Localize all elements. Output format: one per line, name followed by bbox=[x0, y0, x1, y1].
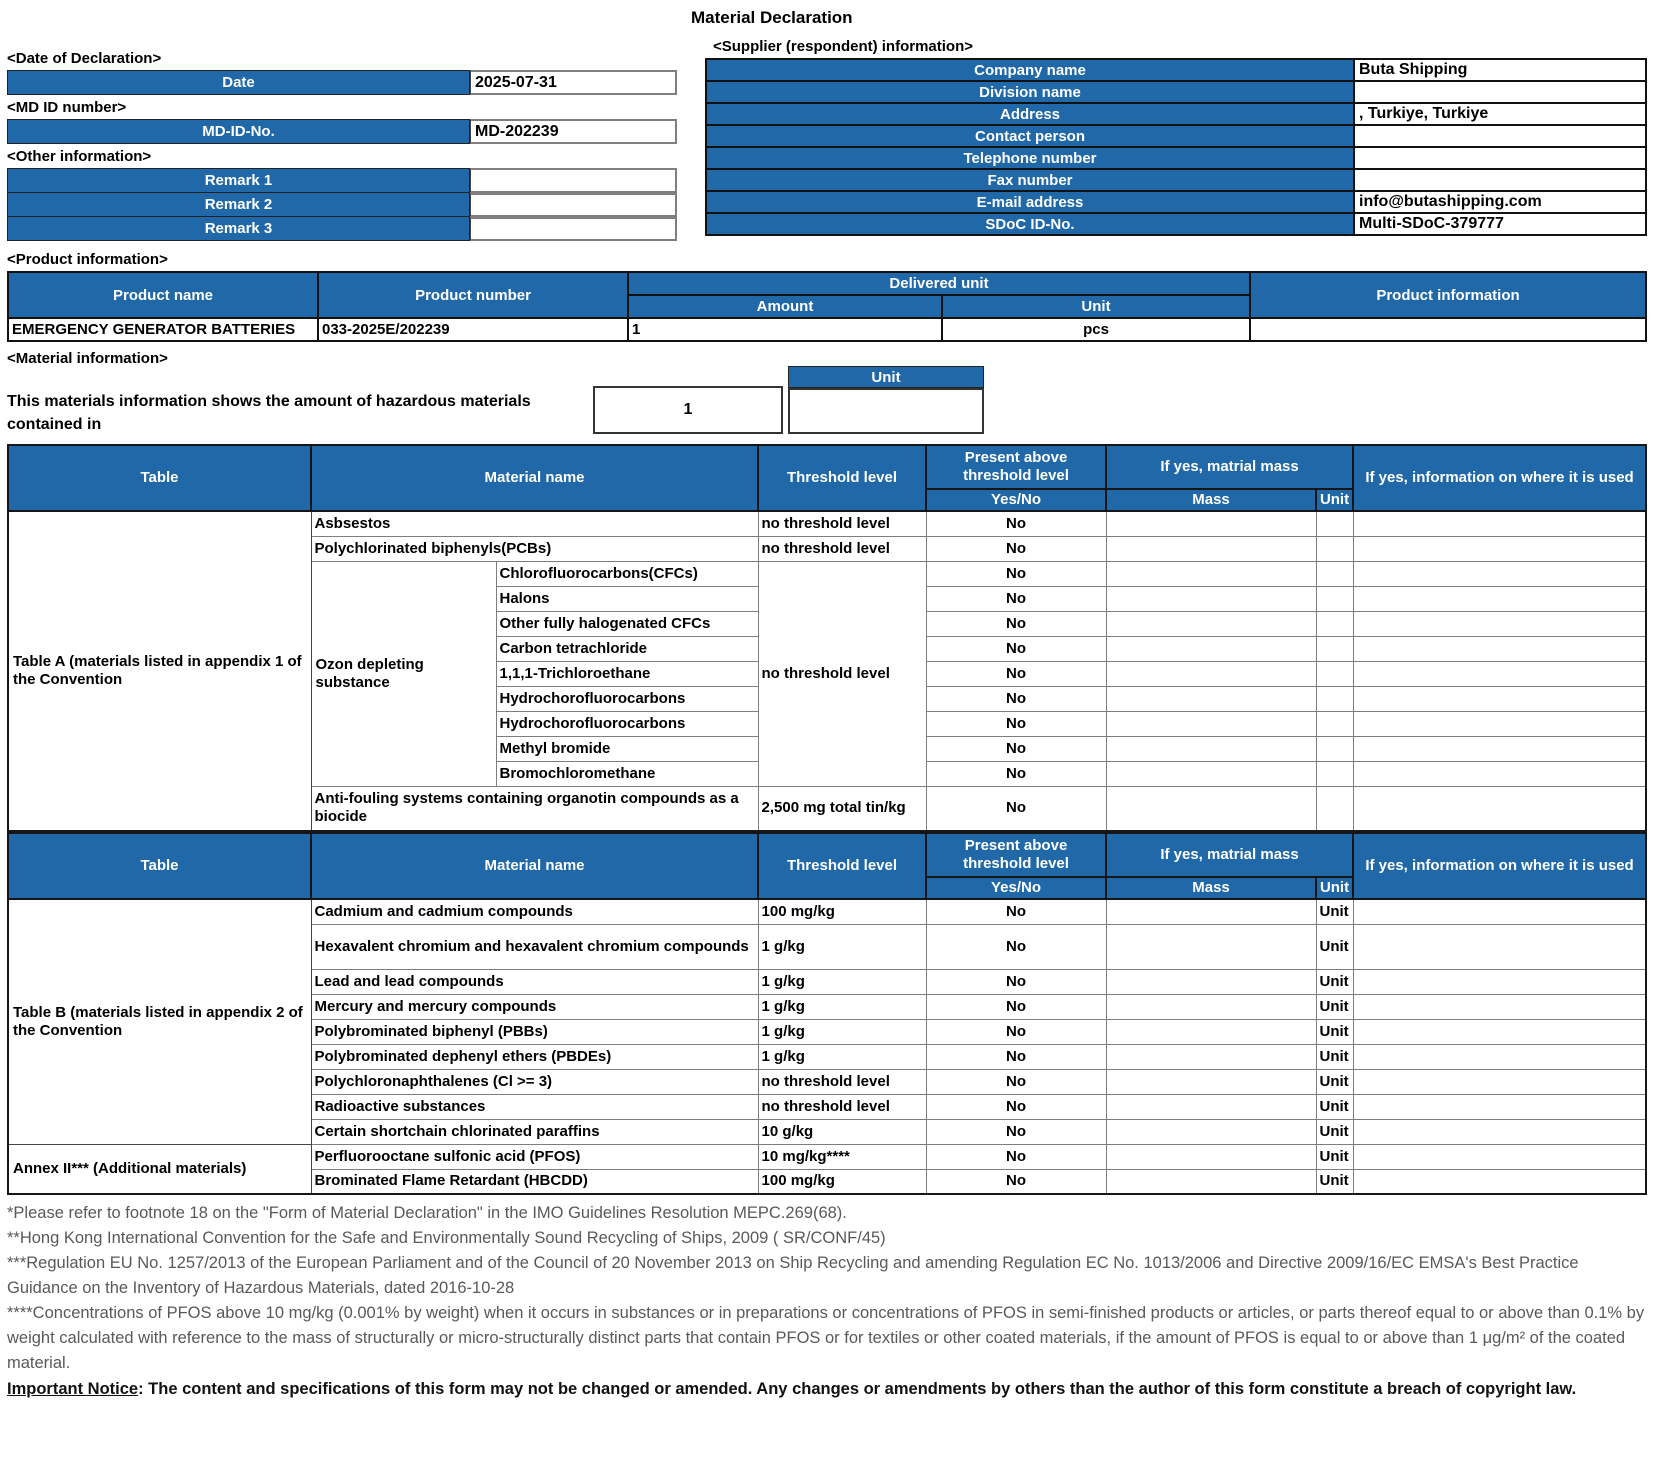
date-section-heading: <Date of Declaration> bbox=[7, 50, 162, 67]
left-column bbox=[7, 34, 677, 241]
present-value: No bbox=[926, 511, 1106, 536]
table-row-cadmium bbox=[8, 899, 1646, 924]
annex-label: Annex II*** (Additional materials) bbox=[8, 1144, 311, 1194]
material-name: Mercury and mercury compounds bbox=[311, 994, 758, 1019]
md-id-row bbox=[7, 119, 677, 144]
material-name: Halons bbox=[496, 586, 758, 611]
info-cell bbox=[1353, 761, 1646, 786]
threshold-value: 100 mg/kg bbox=[758, 1169, 926, 1194]
top-section bbox=[7, 34, 1646, 241]
material-name: Methyl bromide bbox=[496, 736, 758, 761]
footnote-2: **Hong Kong International Convention for the Safe and Environmentally Sound Recycling of Ships, 2009 ( SR/CONF/45) bbox=[7, 1229, 886, 1247]
address-label: Address bbox=[706, 103, 1354, 125]
mass-cell bbox=[1106, 611, 1316, 636]
info-cell bbox=[1353, 686, 1646, 711]
remark-3-label: Remark 3 bbox=[7, 217, 470, 241]
info-cell bbox=[1353, 1094, 1646, 1119]
present-value: No bbox=[926, 536, 1106, 561]
table-b-label: Table B (materials listed in appendix 2 of the Convention bbox=[8, 899, 311, 1144]
threshold-value: 100 mg/kg bbox=[758, 899, 926, 924]
unit-value: pcs bbox=[942, 318, 1250, 341]
col-header-unit: Unit bbox=[1316, 489, 1353, 511]
mass-cell bbox=[1106, 924, 1316, 969]
col-header-table: Table bbox=[8, 445, 311, 511]
supplier-row bbox=[706, 191, 1646, 213]
mass-cell bbox=[1106, 761, 1316, 786]
unit-cell bbox=[1316, 586, 1353, 611]
sdoc-id-value: Multi-SDoC-379777 bbox=[1354, 213, 1646, 235]
col-header-present: Present above threshold level bbox=[926, 833, 1106, 877]
threshold-value: no threshold level bbox=[758, 536, 926, 561]
info-cell bbox=[1353, 1144, 1646, 1169]
threshold-value: 1 g/kg bbox=[758, 994, 926, 1019]
col-header-yes-no: Yes/No bbox=[926, 877, 1106, 899]
info-cell bbox=[1353, 636, 1646, 661]
fax-value bbox=[1354, 169, 1646, 191]
remarks-block bbox=[7, 168, 677, 241]
mass-cell bbox=[1106, 1069, 1316, 1094]
material-info-heading: <Material information> bbox=[7, 350, 168, 367]
table-a-header-row-1 bbox=[8, 445, 1646, 489]
present-value: No bbox=[926, 711, 1106, 736]
supplier-row bbox=[706, 213, 1646, 235]
delivered-unit-header: Delivered unit bbox=[628, 272, 1250, 295]
info-cell bbox=[1353, 561, 1646, 586]
info-cell bbox=[1353, 1044, 1646, 1069]
email-value: info@butashipping.com bbox=[1354, 191, 1646, 213]
col-header-present: Present above threshold level bbox=[926, 445, 1106, 489]
remark-1-value bbox=[470, 168, 677, 193]
unit-cell: Unit bbox=[1316, 1144, 1353, 1169]
info-cell bbox=[1353, 924, 1646, 969]
present-value: No bbox=[926, 924, 1106, 969]
supplier-row bbox=[706, 147, 1646, 169]
material-name: Asbsestos bbox=[311, 511, 758, 536]
col-header-table: Table bbox=[8, 833, 311, 899]
amount-header: Amount bbox=[628, 295, 942, 318]
date-label: Date bbox=[7, 70, 470, 95]
material-name: Brominated Flame Retardant (HBCDD) bbox=[311, 1169, 758, 1194]
info-cell bbox=[1353, 736, 1646, 761]
table-row-asbestos bbox=[8, 511, 1646, 536]
contact-person-value bbox=[1354, 125, 1646, 147]
threshold-value: 1 g/kg bbox=[758, 1019, 926, 1044]
mass-cell bbox=[1106, 636, 1316, 661]
material-info-block bbox=[7, 370, 1645, 444]
product-name-header: Product name bbox=[8, 272, 318, 318]
info-cell bbox=[1353, 994, 1646, 1019]
material-name: Carbon tetrachloride bbox=[496, 636, 758, 661]
present-value: No bbox=[926, 1094, 1106, 1119]
present-value: No bbox=[926, 686, 1106, 711]
info-cell bbox=[1353, 899, 1646, 924]
mass-cell bbox=[1106, 736, 1316, 761]
important-notice-label: Important Notice bbox=[7, 1380, 139, 1398]
table-b bbox=[7, 832, 1647, 1195]
unit-cell bbox=[1316, 511, 1353, 536]
unit-header: Unit bbox=[942, 295, 1250, 318]
supplier-row bbox=[706, 125, 1646, 147]
material-name: Certain shortchain chlorinated paraffins bbox=[311, 1119, 758, 1144]
col-header-threshold: Threshold level bbox=[758, 833, 926, 899]
present-value: No bbox=[926, 1119, 1106, 1144]
md-id-value: MD-202239 bbox=[470, 119, 677, 144]
present-value: No bbox=[926, 761, 1106, 786]
info-cell bbox=[1353, 1119, 1646, 1144]
present-value: No bbox=[926, 736, 1106, 761]
unit-cell bbox=[1316, 686, 1353, 711]
material-name: Radioactive substances bbox=[311, 1094, 758, 1119]
info-cell bbox=[1353, 786, 1646, 831]
product-number-header: Product number bbox=[318, 272, 628, 318]
col-header-material-name: Material name bbox=[311, 833, 758, 899]
telephone-label: Telephone number bbox=[706, 147, 1354, 169]
supplier-table bbox=[705, 58, 1647, 236]
material-name: Polychlorinated biphenyls(PCBs) bbox=[311, 536, 758, 561]
unit-cell bbox=[1316, 611, 1353, 636]
supplier-heading: <Supplier (respondent) information> bbox=[713, 38, 974, 55]
mass-cell bbox=[1106, 661, 1316, 686]
material-name: 1,1,1-Trichloroethane bbox=[496, 661, 758, 686]
material-info-sentence: This materials information shows the amount of hazardous materials contained in bbox=[7, 393, 531, 433]
present-value: No bbox=[926, 586, 1106, 611]
material-name: Lead and lead compounds bbox=[311, 969, 758, 994]
footnote-3: ***Regulation EU No. 1257/2013 of the European Parliament and of the Council of 20 November 2013 on Ship Recycling and amending Regulation EC No. 1013/2006 and Directive 2009/16/EC EMSA's Best Practice Guidance on the Inventory of Hazardous Materials, dated 2016-10-28 bbox=[7, 1254, 1579, 1297]
col-header-mass: Mass bbox=[1106, 877, 1316, 899]
remark-3-value bbox=[470, 217, 677, 241]
info-cell bbox=[1353, 586, 1646, 611]
mass-cell bbox=[1106, 1044, 1316, 1069]
col-header-unit: Unit bbox=[1316, 877, 1353, 899]
table-b-header-row-1 bbox=[8, 833, 1646, 877]
present-value: No bbox=[926, 636, 1106, 661]
sdoc-id-label: SDoC ID-No. bbox=[706, 213, 1354, 235]
threshold-value: no threshold level bbox=[758, 561, 926, 786]
col-header-yes-no: Yes/No bbox=[926, 489, 1106, 511]
present-value: No bbox=[926, 1069, 1106, 1094]
mass-cell bbox=[1106, 1119, 1316, 1144]
remark-2-row bbox=[7, 193, 677, 217]
material-name: Cadmium and cadmium compounds bbox=[311, 899, 758, 924]
info-cell bbox=[1353, 511, 1646, 536]
unit-cell: Unit bbox=[1316, 1169, 1353, 1194]
info-cell bbox=[1353, 1069, 1646, 1094]
info-cell bbox=[1353, 611, 1646, 636]
md-id-section-heading: <MD ID number> bbox=[7, 99, 127, 116]
material-name: Perfluorooctane sulfonic acid (PFOS) bbox=[311, 1144, 758, 1169]
present-value: No bbox=[926, 969, 1106, 994]
ozone-category-label: Ozon depleting substance bbox=[311, 561, 496, 786]
material-name: Other fully halogenated CFCs bbox=[496, 611, 758, 636]
important-notice bbox=[7, 1377, 1646, 1402]
page-title: Material Declaration bbox=[691, 8, 853, 27]
amount-value: 1 bbox=[628, 318, 942, 341]
mass-cell bbox=[1106, 1094, 1316, 1119]
col-header-threshold: Threshold level bbox=[758, 445, 926, 511]
threshold-value: 1 g/kg bbox=[758, 924, 926, 969]
email-label: E-mail address bbox=[706, 191, 1354, 213]
present-value: No bbox=[926, 899, 1106, 924]
footnote-4: ****Concentrations of PFOS above 10 mg/kg (0.001% by weight) when it occurs in substances or in preparations or concentrations of PFOS in semi-finished products or articles, or parts thereof equal to or above than 0.1% by weight calculated with reference to the mass of structurally or micro-structurally distinct parts that contain PFOS or for textiles or other coated materials, if the amount of PFOS is equal to or above than 1 μg/m² of the coated material. bbox=[7, 1304, 1645, 1372]
unit-cell bbox=[1316, 661, 1353, 686]
table-a-label: Table A (materials listed in appendix 1 of the Convention bbox=[8, 511, 311, 831]
fax-label: Fax number bbox=[706, 169, 1354, 191]
material-name: Hexavalent chromium and hexavalent chromium compounds bbox=[311, 924, 758, 969]
threshold-value: 10 mg/kg**** bbox=[758, 1144, 926, 1169]
unit-cell bbox=[1316, 736, 1353, 761]
unit-cell bbox=[1316, 711, 1353, 736]
col-header-info: If yes, information on where it is used bbox=[1353, 445, 1646, 511]
present-value: No bbox=[926, 661, 1106, 686]
remark-2-label: Remark 2 bbox=[7, 193, 470, 217]
product-header-row-1 bbox=[8, 272, 1646, 295]
mass-cell bbox=[1106, 586, 1316, 611]
unit-cell: Unit bbox=[1316, 899, 1353, 924]
material-info-unit-header: Unit bbox=[788, 366, 984, 388]
unit-cell: Unit bbox=[1316, 1044, 1353, 1069]
unit-cell: Unit bbox=[1316, 1019, 1353, 1044]
company-name-label: Company name bbox=[706, 59, 1354, 81]
division-name-label: Division name bbox=[706, 81, 1354, 103]
col-header-material-name: Material name bbox=[311, 445, 758, 511]
unit-cell bbox=[1316, 761, 1353, 786]
mass-cell bbox=[1106, 561, 1316, 586]
product-number-value: 033-2025E/202239 bbox=[318, 318, 628, 341]
unit-cell: Unit bbox=[1316, 1094, 1353, 1119]
material-name: Polychloronaphthalenes (Cl >= 3) bbox=[311, 1069, 758, 1094]
mass-cell bbox=[1106, 711, 1316, 736]
remark-1-row bbox=[7, 168, 677, 193]
unit-cell: Unit bbox=[1316, 969, 1353, 994]
material-name: Anti-fouling systems containing organotin compounds as a biocide bbox=[311, 786, 758, 831]
col-header-mass: Mass bbox=[1106, 489, 1316, 511]
mass-cell bbox=[1106, 511, 1316, 536]
mass-cell bbox=[1106, 969, 1316, 994]
unit-cell: Unit bbox=[1316, 1119, 1353, 1144]
material-name: Polybrominated dephenyl ethers (PBDEs) bbox=[311, 1044, 758, 1069]
division-name-value bbox=[1354, 81, 1646, 103]
footnote-1: *Please refer to footnote 18 on the "Form of Material Declaration" in the IMO Guidelines Resolution MEPC.269(68). bbox=[7, 1204, 847, 1222]
material-info-unit-value bbox=[788, 388, 984, 434]
unit-cell bbox=[1316, 786, 1353, 831]
table-row-pfos bbox=[8, 1144, 1646, 1169]
present-value: No bbox=[926, 1044, 1106, 1069]
present-value: No bbox=[926, 1169, 1106, 1194]
unit-cell: Unit bbox=[1316, 994, 1353, 1019]
material-name: Polybrominated biphenyl (PBBs) bbox=[311, 1019, 758, 1044]
present-value: No bbox=[926, 611, 1106, 636]
mass-cell bbox=[1106, 786, 1316, 831]
product-name-value: EMERGENCY GENERATOR BATTERIES bbox=[8, 318, 318, 341]
material-name: Hydrochorofluorocarbons bbox=[496, 686, 758, 711]
threshold-value: no threshold level bbox=[758, 1069, 926, 1094]
info-cell bbox=[1353, 661, 1646, 686]
info-cell bbox=[1353, 536, 1646, 561]
threshold-value: no threshold level bbox=[758, 511, 926, 536]
remark-2-value bbox=[470, 193, 677, 217]
telephone-value bbox=[1354, 147, 1646, 169]
info-cell bbox=[1353, 711, 1646, 736]
unit-cell bbox=[1316, 636, 1353, 661]
supplier-row bbox=[706, 169, 1646, 191]
threshold-value: 1 g/kg bbox=[758, 969, 926, 994]
col-header-mass-group: If yes, matrial mass bbox=[1106, 833, 1353, 877]
other-info-heading: <Other information> bbox=[7, 148, 152, 165]
col-header-info: If yes, information on where it is used bbox=[1353, 833, 1646, 899]
material-declaration-form bbox=[7, 0, 1646, 1402]
date-row bbox=[7, 70, 677, 95]
table-a bbox=[7, 444, 1647, 832]
unit-cell: Unit bbox=[1316, 924, 1353, 969]
material-name: Chlorofluorocarbons(CFCs) bbox=[496, 561, 758, 586]
unit-cell bbox=[1316, 536, 1353, 561]
threshold-value: no threshold level bbox=[758, 1094, 926, 1119]
mass-cell bbox=[1106, 686, 1316, 711]
address-value: , Turkiye, Turkiye bbox=[1354, 103, 1646, 125]
threshold-value: 10 g/kg bbox=[758, 1119, 926, 1144]
info-cell bbox=[1353, 1019, 1646, 1044]
mass-cell bbox=[1106, 536, 1316, 561]
important-notice-text: : The content and specifications of this form may not be changed or amended. Any changes or amendments by others than the author of this form constitute a breach of copyright law. bbox=[138, 1380, 1577, 1398]
mass-cell bbox=[1106, 1144, 1316, 1169]
product-info-header: Product information bbox=[1250, 272, 1646, 318]
footnotes-block bbox=[7, 1201, 1652, 1376]
material-info-amount: 1 bbox=[593, 386, 783, 434]
material-name: Bromochloromethane bbox=[496, 761, 758, 786]
threshold-value: 2,500 mg total tin/kg bbox=[758, 786, 926, 831]
threshold-value: 1 g/kg bbox=[758, 1044, 926, 1069]
md-id-label: MD-ID-No. bbox=[7, 119, 470, 144]
contact-person-label: Contact person bbox=[706, 125, 1354, 147]
present-value: No bbox=[926, 561, 1106, 586]
present-value: No bbox=[926, 1019, 1106, 1044]
supplier-row bbox=[706, 81, 1646, 103]
company-name-value: Buta Shipping bbox=[1354, 59, 1646, 81]
mass-cell bbox=[1106, 1019, 1316, 1044]
info-cell bbox=[1353, 969, 1646, 994]
product-table bbox=[7, 271, 1647, 342]
info-cell bbox=[1353, 1169, 1646, 1194]
date-value: 2025-07-31 bbox=[470, 70, 677, 95]
product-info-value bbox=[1250, 318, 1646, 341]
supplier-column bbox=[705, 34, 1645, 236]
mass-cell bbox=[1106, 994, 1316, 1019]
remark-1-label: Remark 1 bbox=[7, 168, 470, 193]
present-value: No bbox=[926, 994, 1106, 1019]
col-header-mass-group: If yes, matrial mass bbox=[1106, 445, 1353, 489]
present-value: No bbox=[926, 786, 1106, 831]
unit-cell bbox=[1316, 561, 1353, 586]
remark-3-row bbox=[7, 217, 677, 241]
product-data-row bbox=[8, 318, 1646, 341]
product-heading: <Product information> bbox=[7, 251, 168, 268]
mass-cell bbox=[1106, 1169, 1316, 1194]
supplier-row bbox=[706, 103, 1646, 125]
present-value: No bbox=[926, 1144, 1106, 1169]
mass-cell bbox=[1106, 899, 1316, 924]
material-name: Hydrochorofluorocarbons bbox=[496, 711, 758, 736]
supplier-row bbox=[706, 59, 1646, 81]
unit-cell: Unit bbox=[1316, 1069, 1353, 1094]
